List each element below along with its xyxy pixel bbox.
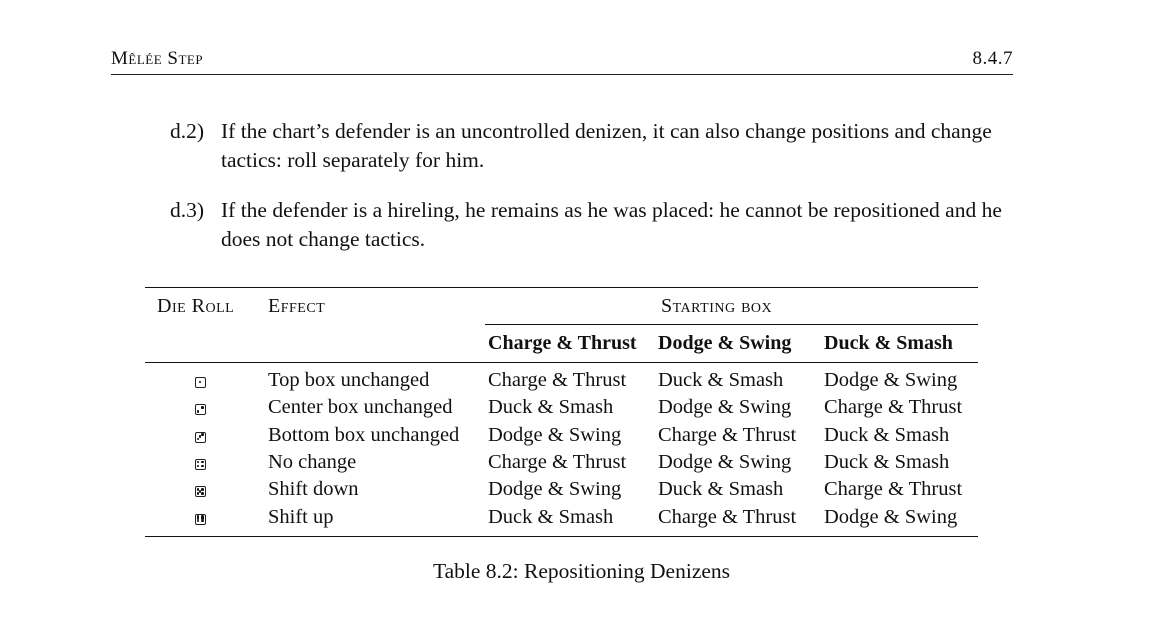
result-cell: Duck & Smash bbox=[488, 505, 614, 528]
result-cell: Dodge & Swing bbox=[824, 505, 958, 528]
effect-cell: Top box unchanged bbox=[268, 369, 430, 391]
result-cell: Duck & Smash bbox=[658, 369, 784, 391]
col-header-effect: Effect bbox=[268, 295, 326, 317]
header-rule bbox=[145, 362, 978, 363]
col-header-die-roll: Die Roll bbox=[157, 295, 235, 317]
rule-label: d.2) bbox=[170, 119, 205, 143]
result-cell: Dodge & Swing bbox=[488, 478, 622, 501]
page-header bbox=[111, 46, 1013, 75]
section-number: 8.4.7 bbox=[972, 48, 1013, 69]
effect-cell: No change bbox=[268, 450, 357, 473]
result-cell: Dodge & Swing bbox=[824, 369, 958, 391]
die-face-5-icon bbox=[195, 486, 206, 497]
die-face-3-icon bbox=[195, 432, 206, 443]
die-face-6-icon bbox=[195, 514, 206, 525]
table-top-rule bbox=[145, 287, 978, 288]
subheader-duck-smash: Duck & Smash bbox=[824, 332, 953, 354]
die-pip bbox=[201, 433, 204, 436]
result-cell: Duck & Smash bbox=[824, 450, 950, 473]
rule-label: d.3) bbox=[170, 198, 205, 222]
effect-cell: Bottom box unchanged bbox=[268, 423, 460, 446]
rule-text: If the chart’s defender is an uncontrolled denizen, it can also change positions and change tactics: roll separately for him. bbox=[221, 119, 992, 172]
result-cell: Charge & Thrust bbox=[824, 478, 963, 501]
result-cell: Charge & Thrust bbox=[488, 450, 627, 473]
table-caption: Table 8.2: Repositioning Denizens bbox=[432, 559, 731, 583]
die-face-2-icon bbox=[195, 404, 206, 415]
rule-text: If the defender is a hireling, he remains as he was placed: he cannot be repositioned and he does not change tactics. bbox=[221, 198, 1002, 251]
result-cell: Dodge & Swing bbox=[488, 423, 622, 446]
col-header-starting-box: Starting box bbox=[661, 295, 773, 317]
result-cell: Duck & Smash bbox=[658, 478, 784, 501]
die-pip bbox=[197, 461, 200, 464]
die-pip bbox=[197, 520, 200, 523]
die-pip bbox=[201, 492, 204, 495]
die-face-1-icon bbox=[195, 377, 206, 388]
die-face-4-icon bbox=[195, 459, 206, 470]
die-pip bbox=[201, 465, 204, 468]
section-title: Mêlée Step bbox=[111, 48, 204, 69]
die-pip bbox=[197, 465, 200, 468]
effect-cell: Center box unchanged bbox=[268, 396, 453, 419]
result-cell: Charge & Thrust bbox=[658, 505, 797, 528]
die-pip bbox=[201, 461, 204, 464]
result-cell: Dodge & Swing bbox=[658, 450, 792, 473]
result-cell: Charge & Thrust bbox=[824, 396, 963, 419]
subheader-charge-thrust: Charge & Thrust bbox=[488, 332, 637, 354]
die-pip bbox=[201, 488, 204, 491]
repositioning-table bbox=[145, 287, 978, 539]
result-cell: Dodge & Swing bbox=[658, 396, 792, 419]
result-cell: Duck & Smash bbox=[824, 423, 950, 446]
rule-paragraph-d2 bbox=[170, 117, 1020, 175]
result-cell: Charge & Thrust bbox=[658, 423, 797, 446]
rule-paragraph-d3 bbox=[170, 196, 1020, 254]
die-pip bbox=[199, 381, 202, 384]
effect-cell: Shift up bbox=[268, 505, 334, 528]
result-cell: Charge & Thrust bbox=[488, 369, 627, 391]
group-header-rule bbox=[485, 324, 978, 325]
effect-cell: Shift down bbox=[268, 478, 359, 501]
die-pip bbox=[197, 410, 200, 413]
die-pip bbox=[201, 520, 204, 523]
table-bottom-rule bbox=[145, 536, 978, 537]
subheader-dodge-swing: Dodge & Swing bbox=[658, 332, 792, 354]
result-cell: Duck & Smash bbox=[488, 396, 614, 419]
die-pip bbox=[201, 406, 204, 409]
